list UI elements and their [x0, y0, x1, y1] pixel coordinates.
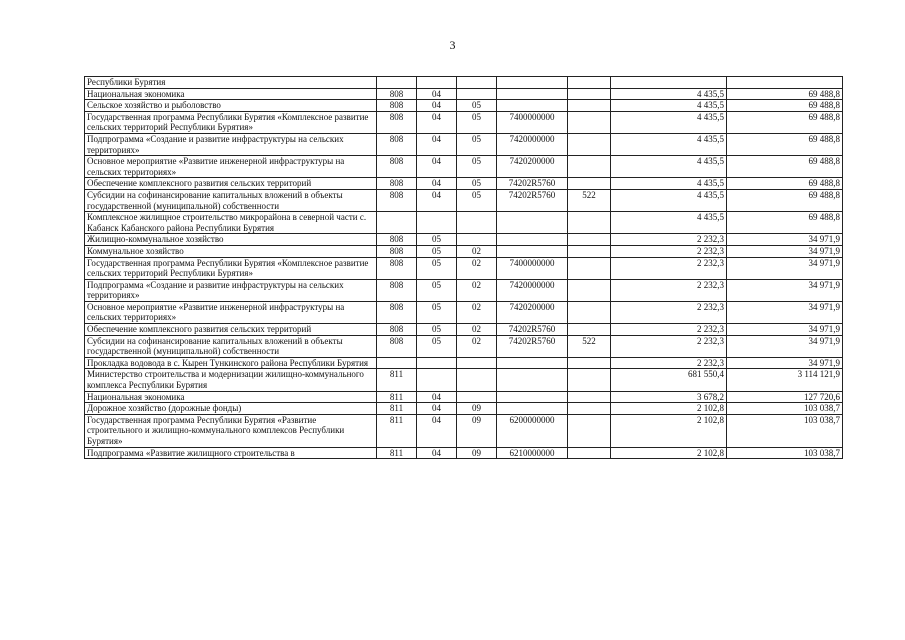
cell-ministry-code: 808 [377, 234, 417, 246]
cell-expense-type [568, 324, 611, 336]
cell-ministry-code [377, 212, 417, 234]
cell-amount-2: 34 971,9 [727, 357, 843, 369]
cell-expense-type [568, 100, 611, 112]
cell-amount-1: 2 102,8 [611, 414, 727, 447]
cell-section-code: 05 [417, 234, 457, 246]
cell-expense-type [568, 403, 611, 415]
cell-ministry-code: 808 [377, 335, 417, 357]
table-row [85, 391, 843, 403]
cell-name: Государственная программа Республики Бурятия «Комплексное развитие сельских территорий Республики Бурятия» [85, 111, 377, 133]
cell-ministry-code: 808 [377, 178, 417, 190]
cell-ministry-code [377, 77, 417, 89]
cell-expense-type [568, 77, 611, 89]
table-row [85, 357, 843, 369]
cell-expense-type: 522 [568, 189, 611, 211]
cell-section-code: 04 [417, 100, 457, 112]
cell-target-article: 7400000000 [497, 111, 568, 133]
cell-amount-1: 2 232,3 [611, 257, 727, 279]
cell-name: Комплексное жилищное строительство микрорайона в северной части с. Кабанск Кабанского района Республики Бурятия [85, 212, 377, 234]
cell-section-code: 05 [417, 279, 457, 301]
cell-subsection-code: 09 [457, 447, 497, 459]
cell-amount-1: 3 678,2 [611, 391, 727, 403]
cell-amount-1: 4 435,5 [611, 178, 727, 190]
cell-ministry-code: 808 [377, 301, 417, 323]
cell-section-code: 05 [417, 335, 457, 357]
cell-ministry-code: 808 [377, 133, 417, 155]
cell-amount-1: 4 435,5 [611, 189, 727, 211]
cell-amount-2: 69 488,8 [727, 189, 843, 211]
cell-target-article [497, 403, 568, 415]
cell-amount-1: 2 232,3 [611, 301, 727, 323]
table-row [85, 301, 843, 323]
cell-amount-2: 34 971,9 [727, 279, 843, 301]
cell-amount-2: 69 488,8 [727, 178, 843, 190]
cell-subsection-code: 05 [457, 111, 497, 133]
cell-ministry-code: 808 [377, 189, 417, 211]
cell-name: Прокладка водовода в с. Кырен Тункинского района Республики Бурятия [85, 357, 377, 369]
cell-expense-type [568, 447, 611, 459]
table-row [85, 335, 843, 357]
cell-target-article: 74202R5760 [497, 178, 568, 190]
cell-target-article [497, 100, 568, 112]
cell-subsection-code: 09 [457, 414, 497, 447]
cell-section-code: 04 [417, 111, 457, 133]
budget-table [84, 76, 843, 459]
cell-section-code: 05 [417, 324, 457, 336]
cell-expense-type [568, 111, 611, 133]
cell-amount-2: 69 488,8 [727, 212, 843, 234]
cell-name: Дорожное хозяйство (дорожные фонды) [85, 403, 377, 415]
cell-name: Обеспечение комплексного развития сельских территорий [85, 178, 377, 190]
cell-subsection-code: 05 [457, 178, 497, 190]
table-row [85, 279, 843, 301]
table-row [85, 414, 843, 447]
cell-ministry-code: 808 [377, 279, 417, 301]
cell-expense-type [568, 357, 611, 369]
cell-amount-2: 69 488,8 [727, 156, 843, 178]
cell-ministry-code: 808 [377, 88, 417, 100]
cell-amount-2: 34 971,9 [727, 301, 843, 323]
budget-table-body [85, 77, 843, 459]
cell-ministry-code: 808 [377, 111, 417, 133]
cell-subsection-code: 05 [457, 100, 497, 112]
cell-target-article [497, 245, 568, 257]
cell-subsection-code [457, 212, 497, 234]
cell-target-article [497, 212, 568, 234]
cell-target-article: 7420000000 [497, 133, 568, 155]
cell-name: Национальная экономика [85, 391, 377, 403]
cell-amount-2: 3 114 121,9 [727, 369, 843, 391]
cell-amount-1 [611, 77, 727, 89]
cell-amount-2: 34 971,9 [727, 234, 843, 246]
table-row [85, 234, 843, 246]
cell-section-code [417, 369, 457, 391]
cell-name: Подпрограмма «Развитие жилищного строительства в [85, 447, 377, 459]
table-row [85, 88, 843, 100]
cell-target-article: 6210000000 [497, 447, 568, 459]
cell-amount-2: 103 038,7 [727, 403, 843, 415]
cell-subsection-code: 05 [457, 133, 497, 155]
cell-subsection-code [457, 391, 497, 403]
cell-name: Основное мероприятие «Развитие инженерной инфраструктуры на сельских территориях» [85, 301, 377, 323]
table-row [85, 369, 843, 391]
cell-section-code [417, 77, 457, 89]
cell-ministry-code [377, 357, 417, 369]
cell-expense-type [568, 279, 611, 301]
cell-name: Субсидии на софинансирование капитальных вложений в объекты государственной (муниципальной) собственности [85, 335, 377, 357]
cell-name: Подпрограмма «Создание и развитие инфраструктуры на сельских территориях» [85, 133, 377, 155]
cell-section-code: 04 [417, 133, 457, 155]
cell-section-code: 05 [417, 257, 457, 279]
cell-amount-1: 2 232,3 [611, 335, 727, 357]
cell-subsection-code: 02 [457, 301, 497, 323]
cell-subsection-code: 02 [457, 279, 497, 301]
cell-ministry-code: 808 [377, 257, 417, 279]
page-number: 3 [449, 38, 456, 52]
cell-amount-2: 69 488,8 [727, 100, 843, 112]
cell-amount-1: 4 435,5 [611, 100, 727, 112]
cell-section-code: 04 [417, 178, 457, 190]
cell-target-article [497, 369, 568, 391]
cell-amount-2: 69 488,8 [727, 111, 843, 133]
cell-amount-1: 2 232,3 [611, 279, 727, 301]
cell-name: Государственная программа Республики Бурятия «Развитие строительного и жилищно-коммунального комплексов Республики Бурятия» [85, 414, 377, 447]
table-row [85, 77, 843, 89]
cell-section-code: 04 [417, 391, 457, 403]
cell-amount-1: 4 435,5 [611, 212, 727, 234]
cell-section-code: 05 [417, 245, 457, 257]
cell-ministry-code: 811 [377, 403, 417, 415]
table-row [85, 178, 843, 190]
cell-amount-1: 2 232,3 [611, 234, 727, 246]
cell-section-code: 04 [417, 403, 457, 415]
cell-subsection-code: 02 [457, 245, 497, 257]
cell-subsection-code [457, 77, 497, 89]
cell-amount-1: 2 232,3 [611, 357, 727, 369]
cell-expense-type [568, 369, 611, 391]
cell-section-code [417, 212, 457, 234]
cell-amount-2: 34 971,9 [727, 324, 843, 336]
table-row [85, 212, 843, 234]
table-row [85, 257, 843, 279]
cell-expense-type [568, 133, 611, 155]
table-row [85, 447, 843, 459]
cell-amount-1: 2 232,3 [611, 245, 727, 257]
cell-amount-2: 127 720,6 [727, 391, 843, 403]
cell-ministry-code: 808 [377, 245, 417, 257]
cell-target-article: 7420200000 [497, 156, 568, 178]
cell-subsection-code: 05 [457, 189, 497, 211]
cell-name: Республики Бурятия [85, 77, 377, 89]
cell-subsection-code [457, 369, 497, 391]
cell-target-article: 74202R5760 [497, 324, 568, 336]
cell-expense-type [568, 414, 611, 447]
cell-subsection-code [457, 234, 497, 246]
cell-target-article [497, 234, 568, 246]
cell-amount-2: 103 038,7 [727, 414, 843, 447]
cell-expense-type [568, 245, 611, 257]
cell-section-code: 04 [417, 189, 457, 211]
cell-amount-1: 2 102,8 [611, 447, 727, 459]
cell-subsection-code: 02 [457, 335, 497, 357]
cell-amount-2: 34 971,9 [727, 335, 843, 357]
cell-name: Государственная программа Республики Бурятия «Комплексное развитие сельских территорий Республики Бурятия» [85, 257, 377, 279]
table-row [85, 245, 843, 257]
cell-subsection-code: 02 [457, 324, 497, 336]
cell-amount-2: 69 488,8 [727, 133, 843, 155]
cell-amount-2 [727, 77, 843, 89]
cell-name: Сельское хозяйство и рыболовство [85, 100, 377, 112]
cell-expense-type [568, 178, 611, 190]
cell-subsection-code: 05 [457, 156, 497, 178]
cell-amount-1: 4 435,5 [611, 156, 727, 178]
cell-target-article: 6200000000 [497, 414, 568, 447]
cell-amount-1: 2 232,3 [611, 324, 727, 336]
cell-ministry-code: 808 [377, 324, 417, 336]
cell-expense-type [568, 301, 611, 323]
cell-target-article [497, 357, 568, 369]
table-row [85, 189, 843, 211]
cell-section-code [417, 357, 457, 369]
cell-amount-2: 34 971,9 [727, 245, 843, 257]
cell-expense-type [568, 257, 611, 279]
cell-expense-type: 522 [568, 335, 611, 357]
table-row [85, 156, 843, 178]
cell-amount-2: 103 038,7 [727, 447, 843, 459]
cell-ministry-code: 811 [377, 447, 417, 459]
cell-section-code: 04 [417, 447, 457, 459]
cell-name: Национальная экономика [85, 88, 377, 100]
cell-amount-1: 681 550,4 [611, 369, 727, 391]
cell-ministry-code: 811 [377, 369, 417, 391]
cell-target-article: 7420000000 [497, 279, 568, 301]
table-row [85, 324, 843, 336]
cell-name: Подпрограмма «Создание и развитие инфраструктуры на сельских территориях» [85, 279, 377, 301]
cell-name: Обеспечение комплексного развития сельских территорий [85, 324, 377, 336]
cell-target-article: 74202R5760 [497, 335, 568, 357]
cell-name: Основное мероприятие «Развитие инженерной инфраструктуры на сельских территориях» [85, 156, 377, 178]
table-row [85, 100, 843, 112]
cell-subsection-code: 02 [457, 257, 497, 279]
cell-target-article: 7400000000 [497, 257, 568, 279]
cell-name: Субсидии на софинансирование капитальных вложений в объекты государственной (муниципальной) собственности [85, 189, 377, 211]
table-row [85, 111, 843, 133]
cell-target-article [497, 391, 568, 403]
cell-ministry-code: 808 [377, 156, 417, 178]
cell-amount-1: 4 435,5 [611, 111, 727, 133]
cell-target-article [497, 88, 568, 100]
cell-name: Жилищно-коммунальное хозяйство [85, 234, 377, 246]
cell-expense-type [568, 88, 611, 100]
cell-target-article: 74202R5760 [497, 189, 568, 211]
cell-name: Министерство строительства и модернизации жилищно-коммунального комплекса Республики Бурятия [85, 369, 377, 391]
cell-amount-1: 4 435,5 [611, 88, 727, 100]
cell-expense-type [568, 391, 611, 403]
cell-ministry-code: 811 [377, 391, 417, 403]
cell-ministry-code: 811 [377, 414, 417, 447]
cell-subsection-code [457, 357, 497, 369]
table-row [85, 133, 843, 155]
cell-target-article: 7420200000 [497, 301, 568, 323]
table-row [85, 403, 843, 415]
cell-ministry-code: 808 [377, 100, 417, 112]
cell-name: Коммунальное хозяйство [85, 245, 377, 257]
cell-section-code: 04 [417, 88, 457, 100]
cell-amount-2: 34 971,9 [727, 257, 843, 279]
cell-target-article [497, 77, 568, 89]
cell-amount-2: 69 488,8 [727, 88, 843, 100]
cell-section-code: 04 [417, 414, 457, 447]
cell-expense-type [568, 234, 611, 246]
cell-section-code: 05 [417, 301, 457, 323]
cell-subsection-code [457, 88, 497, 100]
cell-amount-1: 2 102,8 [611, 403, 727, 415]
cell-section-code: 04 [417, 156, 457, 178]
cell-expense-type [568, 212, 611, 234]
cell-expense-type [568, 156, 611, 178]
cell-amount-1: 4 435,5 [611, 133, 727, 155]
cell-subsection-code: 09 [457, 403, 497, 415]
